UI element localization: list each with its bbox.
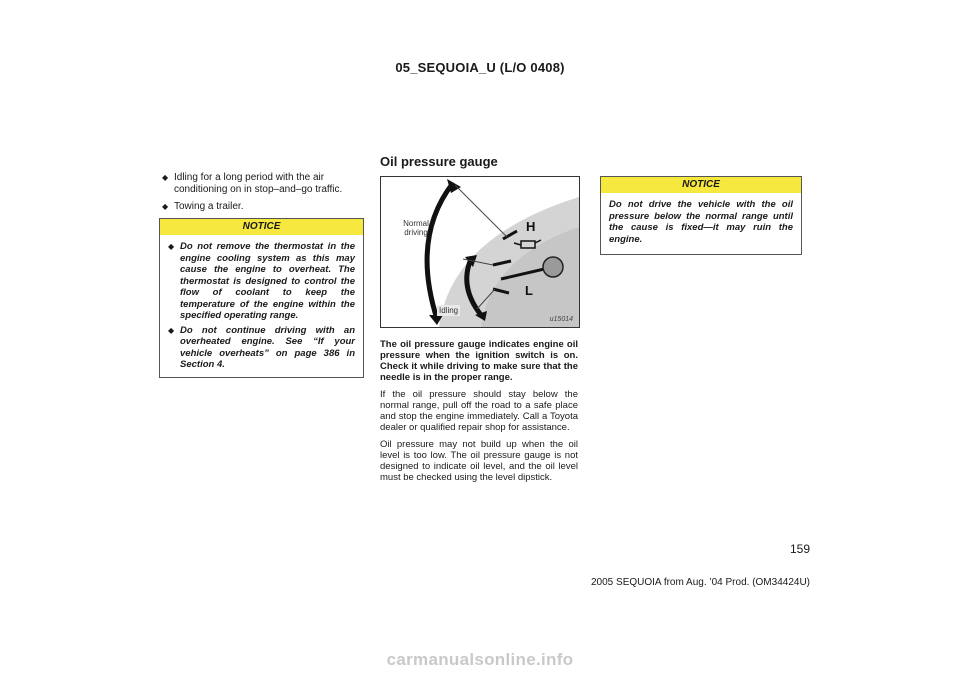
- bullet-list: [160, 172, 362, 218]
- label-idling: Idling: [439, 306, 459, 315]
- diamond-bullet-icon: ◆: [168, 325, 175, 335]
- section-title: Oil pressure gauge: [380, 154, 498, 169]
- notice-title: NOTICE: [601, 177, 801, 193]
- page-footer: 2005 SEQUOIA from Aug. ’04 Prod. (OM34424U): [591, 577, 810, 588]
- figure-code: u15014: [549, 316, 573, 323]
- page-header: 05_SEQUOIA_U (L/O 0408): [395, 60, 565, 75]
- bullet-item: ◆ Idling for a long period with the air conditioning on in stop–and–go traffic.: [160, 172, 362, 196]
- gauge-illustration: [381, 177, 579, 327]
- notice-item: [168, 241, 355, 322]
- notice-body: [160, 235, 363, 380]
- notice-item-text: Do not continue driving with an overheated engine. See “If your vehicle overheats” on page 386 in Section 4.: [180, 324, 355, 370]
- gauge-hub: [543, 257, 563, 277]
- notice-title: NOTICE: [160, 219, 363, 235]
- leader-line-high: [455, 185, 507, 237]
- watermark: carmanualsonline.info: [386, 650, 574, 669]
- gauge-label-l: L: [525, 283, 533, 298]
- intro-paragraph: The oil pressure gauge indicates engine oil pressure when the ignition switch is on. Check it while driving to make sure that the needle is in the proper range.: [380, 339, 578, 383]
- label-normal-driving: Normal driving: [403, 219, 429, 237]
- page-number: 159: [789, 542, 810, 556]
- bullet-item: ◆ Towing a trailer.: [160, 201, 362, 213]
- notice-item-text: Do not remove the thermostat in the engine cooling system as this may cause the engine to overheat. The thermostat is designed to control the flow of coolant to keep the temperature of the engine within the specified operating range.: [180, 241, 355, 321]
- notice-box-thermostat: [159, 218, 364, 378]
- notice-box-oil-pressure: [600, 176, 802, 255]
- diamond-bullet-icon: ◆: [168, 242, 175, 251]
- notice-body: Do not drive the vehicle with the oil pressure below the normal range until the cause is fixed—it may ruin the engine.: [609, 199, 793, 245]
- notice-item: [168, 325, 355, 371]
- oil-pressure-gauge-figure: [380, 176, 580, 328]
- low-pressure-paragraph: If the oil pressure should stay below the normal range, pull off the road to a safe place and stop the engine immediately. Call a Toyota dealer or qualified repair shop for assistance.: [380, 389, 578, 433]
- oil-level-paragraph: Oil pressure may not build up when the oil level is too low. The oil pressure gauge is not designed to indicate oil level, and the oil level must be checked using the level dipstick.: [380, 439, 578, 483]
- gauge-label-h: H: [526, 219, 536, 234]
- oil-pressure-description: [380, 339, 578, 489]
